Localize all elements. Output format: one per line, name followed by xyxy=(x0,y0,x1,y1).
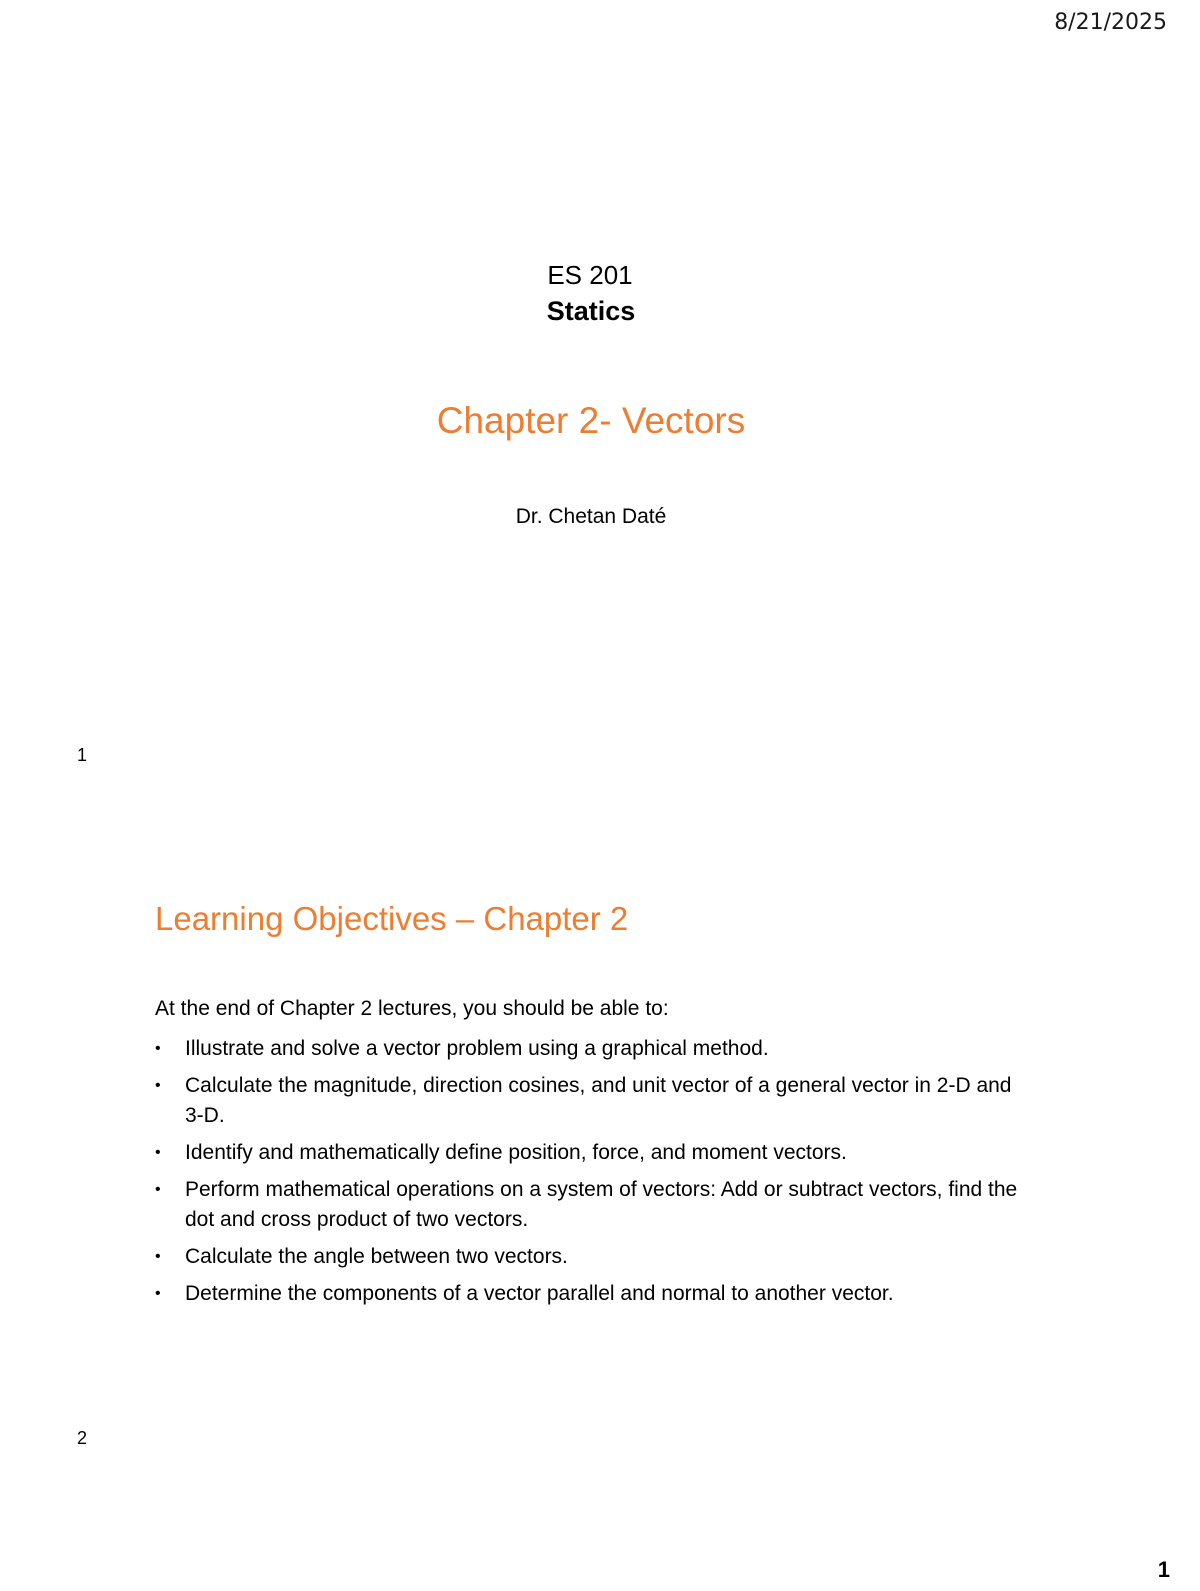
objective-text: Calculate the magnitude, direction cosines, and unit vector of a general vector in 2-D and 3-D. xyxy=(185,1074,1012,1127)
objectives-intro: At the end of Chapter 2 lectures, you should be able to: xyxy=(155,997,669,1020)
bullet-icon: • xyxy=(155,1181,161,1198)
author-name: Dr. Chetan Daté xyxy=(515,505,667,528)
print-date: 8/21/2025 xyxy=(1054,10,1167,35)
list-item xyxy=(155,1138,1035,1168)
objective-text: Identify and mathematically define position, force, and moment vectors. xyxy=(185,1141,847,1164)
chapter-title: Chapter 2- Vectors xyxy=(436,400,746,441)
bullet-icon: • xyxy=(155,1040,161,1057)
objective-text: Calculate the angle between two vectors. xyxy=(185,1245,568,1268)
course-code: ES 201 xyxy=(547,260,633,290)
slide-number: 2 xyxy=(77,1428,88,1448)
bullet-icon: • xyxy=(155,1077,161,1094)
objective-text: Illustrate and solve a vector problem using a graphical method. xyxy=(185,1037,769,1060)
slide-heading: Learning Objectives – Chapter 2 xyxy=(155,900,629,937)
list-item xyxy=(155,1242,1035,1272)
bullet-icon: • xyxy=(155,1248,161,1265)
course-title: Statics xyxy=(546,296,636,326)
objectives-list xyxy=(155,1034,1035,1316)
bullet-icon: • xyxy=(155,1144,161,1161)
list-item xyxy=(155,1279,1035,1309)
bullet-icon: • xyxy=(155,1285,161,1302)
page-number: 1 xyxy=(1157,1557,1170,1582)
list-item xyxy=(155,1034,1035,1064)
objective-text: Perform mathematical operations on a system of vectors: Add or subtract vectors, find the dot and cross product of two vectors. xyxy=(185,1178,1018,1231)
list-item xyxy=(155,1175,1035,1235)
slide-number: 1 xyxy=(77,745,88,765)
list-item xyxy=(155,1071,1035,1131)
objective-text: Determine the components of a vector parallel and normal to another vector. xyxy=(185,1282,894,1305)
